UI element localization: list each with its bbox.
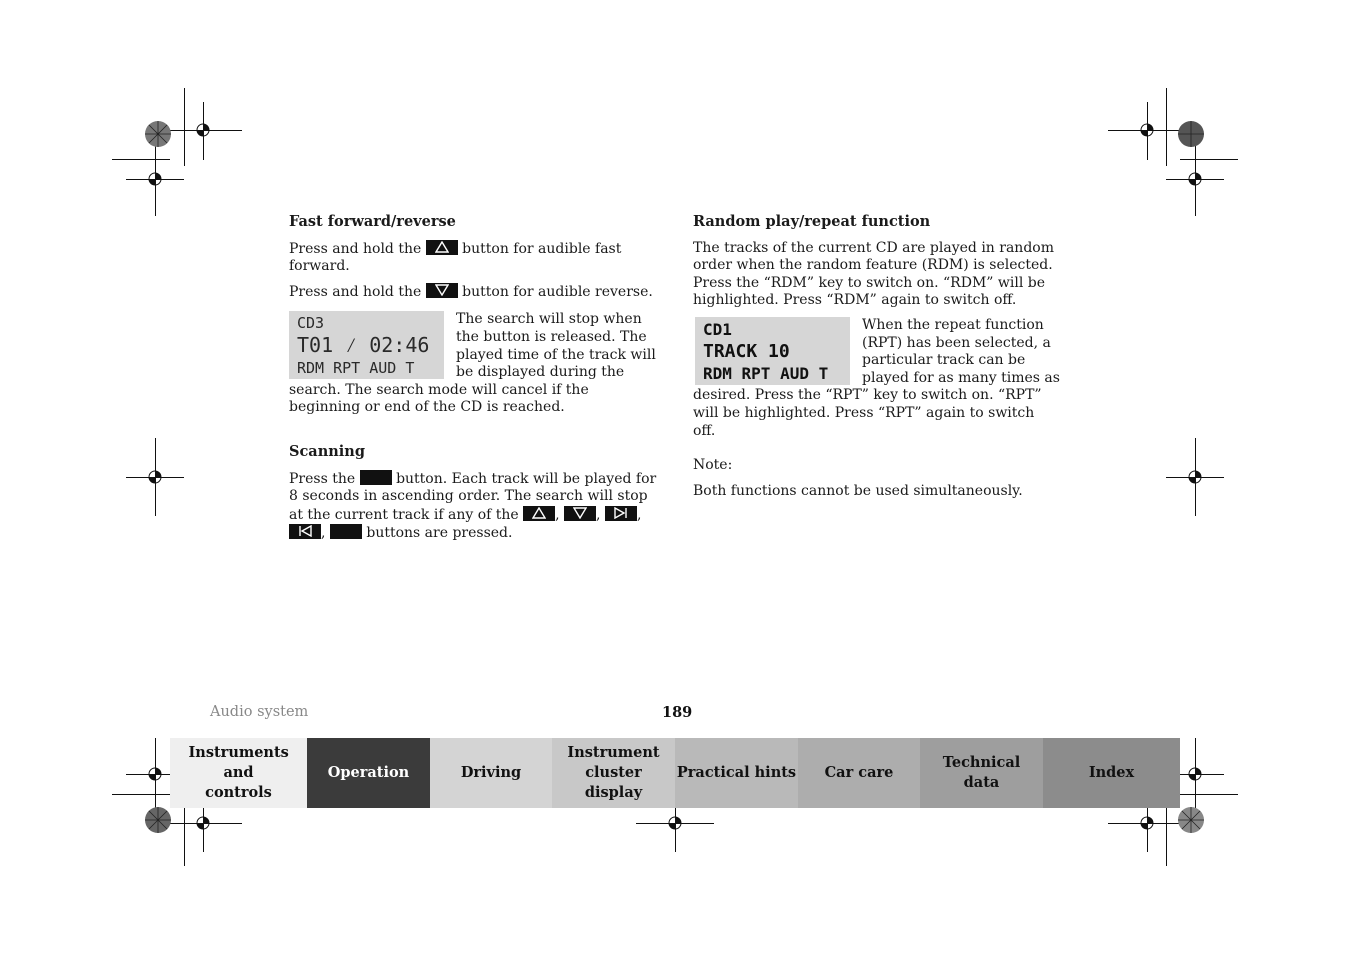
ff-line2-post: button for audible reverse. (462, 283, 653, 300)
up-button-glyph (523, 506, 555, 521)
down-button-glyph (426, 283, 458, 298)
display-line-3: RDM RPT AUD T (297, 359, 415, 378)
section-label: Audio system (210, 704, 309, 720)
ff-line1-pre: Press and hold the (289, 240, 422, 257)
cd-display-screen (289, 311, 444, 379)
tab-label: Driving (460, 764, 522, 781)
scanning-heading: Scanning (289, 442, 365, 460)
display-line-3: RDM RPT AUD T (703, 363, 829, 383)
right-column (693, 213, 1061, 500)
tab-instruments-and-controls[interactable] (170, 738, 307, 808)
skip-forward-icon (613, 507, 629, 519)
fast-forward-heading: Fast forward/reverse (289, 213, 456, 230)
ff-line2-pre: Press and hold the (289, 283, 422, 300)
page-number: 189 (662, 704, 693, 721)
scan-pre: Press the (289, 470, 356, 487)
random-repeat-heading: Random play/repeat function (693, 213, 931, 230)
tab-practical-hints[interactable] (675, 738, 798, 808)
ff-line1-post: button for audible fast forward. (289, 240, 622, 275)
triangle-up-icon (435, 241, 449, 253)
note-text: Both functions cannot be used simultaneously. (693, 482, 1023, 499)
tab-label: Index (1088, 764, 1135, 781)
up-button-glyph (426, 240, 458, 255)
tab-label: Practical hints (676, 764, 797, 781)
skip-back-icon (297, 525, 313, 537)
fast-forward-description (289, 311, 657, 417)
left-column (289, 213, 657, 543)
triangle-down-icon (435, 284, 449, 296)
scan-mid: button. Each track will be played for 8 seconds in ascending order. The search will stop at the current track if any of the (289, 470, 657, 523)
cd-display-screen (695, 317, 850, 385)
tab-label: Car care (824, 764, 894, 781)
repeat-description (693, 317, 1061, 440)
scanning-paragraph: Press the button. Each track will be played for 8 seconds in ascending order. The search will stop at the current track if any of the , , , , buttons are pressed. (289, 470, 657, 542)
tab-label: Instruments and controls (188, 744, 289, 801)
display-line-1: CD3 (297, 314, 325, 333)
tab-instrument-cluster-display[interactable] (552, 738, 675, 808)
tab-label: Operation (327, 764, 410, 781)
scan-post: buttons are pressed. (366, 525, 513, 542)
display-line-1: CD1 (703, 319, 732, 339)
random-paragraph: The tracks of the current CD are played in random order when the random feature (RDM) is selected. Press the “RDM” key to switch on. “RDM” will be highlighted. Press “RDM” again to switch off. (693, 239, 1054, 309)
down-button-glyph (564, 506, 596, 521)
next-track-button-glyph (605, 506, 637, 521)
tab-label: Technical data (942, 754, 1021, 791)
fast-forward-instruction (289, 240, 657, 276)
tab-operation[interactable] (307, 738, 430, 808)
tab-driving[interactable] (430, 738, 552, 808)
reverse-instruction (289, 283, 657, 302)
tab-technical-data[interactable] (920, 738, 1043, 808)
triangle-up-icon (532, 507, 546, 519)
rpt-paragraph: When the repeat function (RPT) has been selected, a particular track can be played for as many times as desired. Press the “RPT” key to switch on. “RPT” will be highlighted. Press “RPT” again to switch off. (693, 316, 1060, 439)
display-line-2: TRACK 10 (703, 340, 790, 362)
note-label: Note: (693, 457, 733, 474)
tab-label: Instrument cluster display (567, 744, 660, 801)
display-line-2: T01 ⁄ 02:46 (297, 333, 430, 358)
previous-track-button-glyph (289, 524, 321, 539)
scan-button-glyph (360, 470, 392, 485)
triangle-down-icon (573, 507, 587, 519)
tab-car-care[interactable] (798, 738, 920, 808)
tab-index[interactable] (1043, 738, 1180, 808)
ff-paragraph: The search will stop when the button is released. The played time of the track will be displayed during the search. The search mode will cancel if the beginning or end of the CD is reached. (289, 311, 656, 416)
blank-button-glyph (330, 524, 362, 539)
